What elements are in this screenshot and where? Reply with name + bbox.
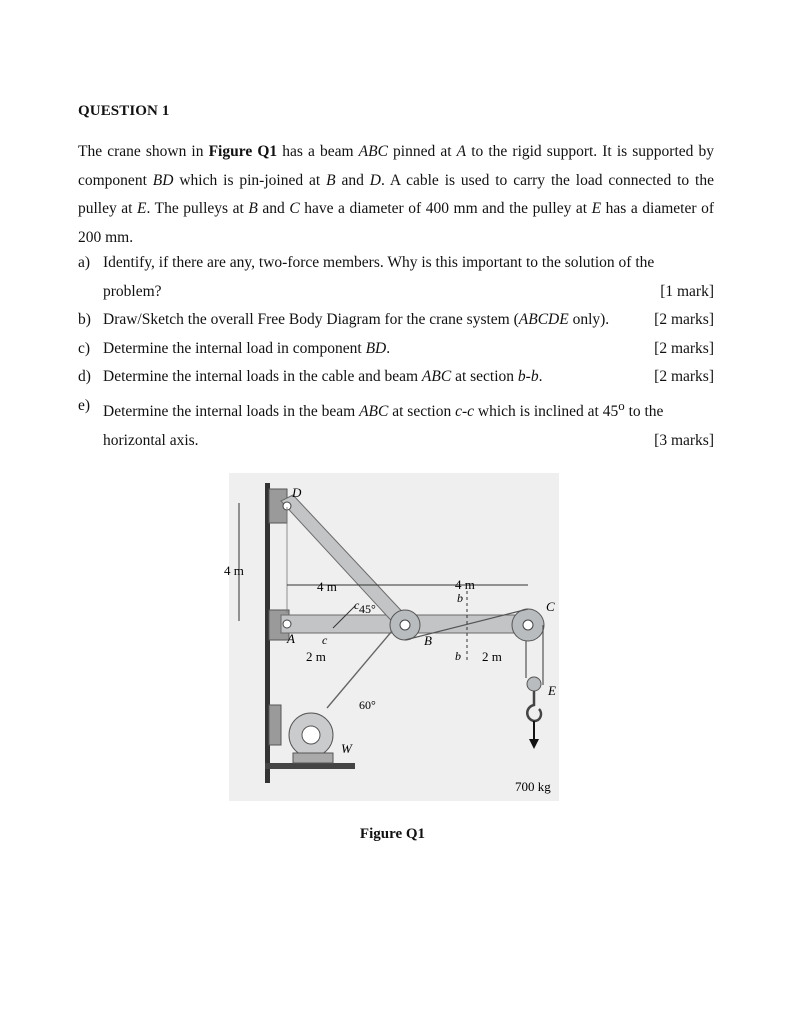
- question-item: c) Determine the internal load in component BD. [2 marks]: [78, 339, 714, 357]
- label-angle-45: 45°: [359, 602, 376, 616]
- motor-base: [293, 753, 333, 763]
- crane-diagram: [224, 473, 559, 801]
- pulley-b-pin: [400, 620, 410, 630]
- crane-figure: [224, 473, 559, 801]
- label-dim-4m-vertical: 4 m: [224, 563, 244, 578]
- question-heading: QUESTION 1: [78, 103, 170, 119]
- label-dim-4m-right: 4 m: [455, 577, 475, 592]
- label-c: C: [546, 599, 555, 614]
- label-section-c-bottom: c: [322, 633, 328, 647]
- label-section-b-bottom: b: [455, 649, 461, 663]
- pulley-c-pin: [523, 620, 533, 630]
- figure-caption: Figure Q1: [359, 826, 426, 842]
- question-list: [78, 249, 714, 455]
- label-a: A: [287, 631, 295, 646]
- question-intro: The crane shown in Figure Q1 has a beam ABC pinned at A to the rigid support. It is supported by component BD which is pin-joined at B and D. A cable is used to carry the load connected to the pulley at E. The pulleys at B and C have a diameter of 400 mm and the pulley at E has a diameter of 200 mm.: [78, 143, 715, 246]
- pulley-e: [527, 677, 541, 691]
- label-w: W: [341, 741, 352, 756]
- bracket-motor: [269, 705, 281, 745]
- label-angle-60: 60°: [359, 698, 376, 712]
- label-b: B: [424, 633, 432, 648]
- label-e: E: [548, 683, 556, 698]
- ground-base: [265, 763, 355, 769]
- label-d: D: [292, 485, 302, 500]
- pin-a: [283, 620, 291, 628]
- label-dim-2m-right: 2 m: [482, 649, 502, 664]
- label-load: 700 kg: [515, 779, 551, 794]
- question-item: b) Draw/Sketch the overall Free Body Diagram for the crane system (ABCDE only). [2 marks]: [78, 311, 714, 329]
- label-dim-2m-left: 2 m: [306, 649, 326, 664]
- motor-hub: [302, 726, 320, 744]
- question-item: e) Determine the internal loads in the beam ABC at section c-c which is inclined at 45$^o$ to the horizontal axis. [3 marks]: [78, 396, 714, 449]
- label-dim-4m-left: 4 m: [317, 579, 337, 594]
- label-section-c-top: c: [354, 598, 360, 612]
- question-item: a) Identify, if there are any, two-force members. Why is this important to the solution of the problem? [1 mark]: [78, 254, 714, 300]
- question-item: d) Determine the internal loads in the cable and beam ABC at section b-b. [2 marks]: [78, 368, 714, 386]
- label-section-b-top: b: [457, 591, 463, 605]
